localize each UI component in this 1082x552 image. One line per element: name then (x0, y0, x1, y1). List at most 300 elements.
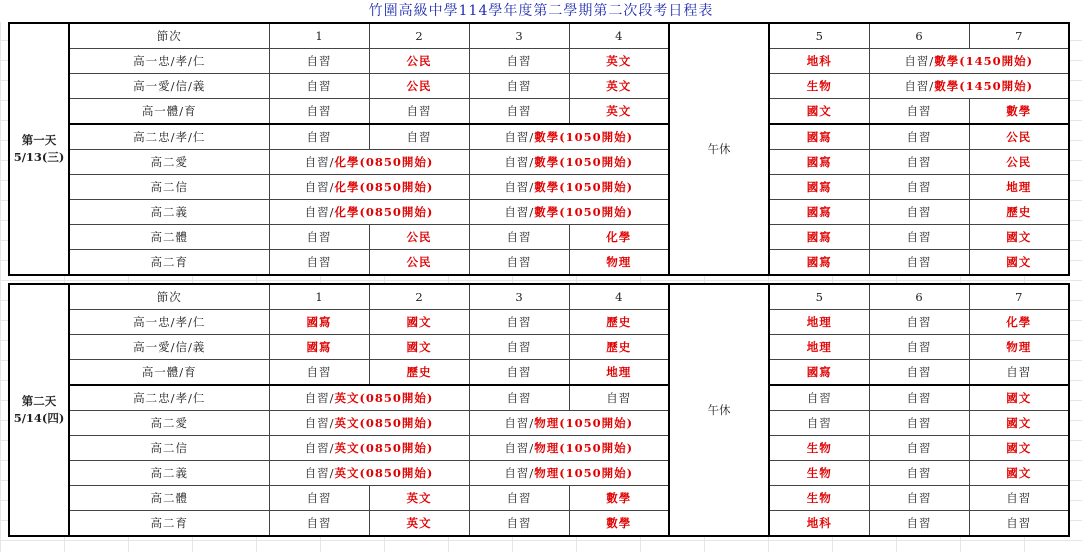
period-number: 6 (869, 23, 969, 49)
schedule-cell (769, 411, 869, 436)
schedule-cell (769, 511, 869, 537)
schedule-cell (469, 74, 569, 99)
schedule-cell (369, 335, 469, 360)
self-study-label: 自習/ (504, 416, 535, 430)
self-study-label: 自習 (506, 491, 532, 505)
schedule-cell (469, 310, 569, 335)
exam-subject: 公民 (406, 255, 432, 269)
schedule-cell (969, 225, 1069, 250)
schedule-cell (869, 360, 969, 386)
schedule-cell (869, 250, 969, 276)
exam-subject: 數學 (606, 516, 632, 530)
self-study-label: 自習/ (904, 54, 935, 68)
schedule-cell (369, 225, 469, 250)
schedule-cell (269, 99, 369, 125)
exam-subject: 地理 (806, 340, 832, 354)
self-study-label: 自習 (906, 340, 932, 354)
schedule-cell (769, 49, 869, 74)
exam-subject: 數學(1050開始) (534, 130, 634, 144)
exam-subject: 歷史 (606, 315, 632, 329)
exam-subject: 物理(1050開始) (534, 441, 634, 455)
schedule-cell (969, 310, 1069, 335)
self-study-label: 自習/ (304, 441, 335, 455)
exam-subject: 生物 (806, 441, 832, 455)
class-name: 高一體/育 (69, 360, 269, 386)
exam-subject: 英文 (606, 104, 632, 118)
self-study-label: 自習 (406, 104, 432, 118)
schedule-cell (469, 461, 669, 486)
schedule-cell (269, 74, 369, 99)
schedule-cell (969, 511, 1069, 537)
exam-subject: 化學(0850開始) (334, 205, 434, 219)
schedule-cell (569, 250, 669, 276)
schedule-cell (469, 335, 569, 360)
schedule-cell (569, 486, 669, 511)
exam-subject: 物理(1050開始) (534, 466, 634, 480)
class-name: 高二愛 (69, 411, 269, 436)
period-number: 1 (269, 284, 369, 310)
schedule-cell (969, 250, 1069, 276)
period-number: 3 (469, 284, 569, 310)
period-number: 5 (769, 23, 869, 49)
schedule-cell (769, 436, 869, 461)
exam-subject: 國文 (1006, 255, 1032, 269)
table-row (9, 461, 1069, 486)
exam-subject: 英文(0850開始) (334, 441, 434, 455)
class-name: 高二忠/孝/仁 (69, 124, 269, 150)
class-name: 高一愛/信/義 (69, 74, 269, 99)
self-study-label: 自習 (306, 516, 332, 530)
schedule-cell (869, 411, 969, 436)
table-row (9, 49, 1069, 74)
exam-subject: 國寫 (306, 315, 332, 329)
schedule-cell (269, 175, 469, 200)
schedule-cell (869, 461, 969, 486)
class-name: 高二育 (69, 250, 269, 276)
period-header-label: 節次 (69, 284, 269, 310)
day-name: 第二天 (21, 394, 57, 408)
exam-subject: 國文 (406, 315, 432, 329)
table-row (9, 335, 1069, 360)
exam-subject: 國文 (1006, 441, 1032, 455)
schedule-cell (269, 360, 369, 386)
class-name: 高二愛 (69, 150, 269, 175)
table-row (9, 200, 1069, 225)
schedule-cell (569, 74, 669, 99)
schedule-cell (969, 150, 1069, 175)
self-study-label: 自習/ (504, 205, 535, 219)
schedule-cell (269, 486, 369, 511)
exam-subject: 物理 (1006, 340, 1032, 354)
exam-subject: 生物 (806, 491, 832, 505)
self-study-label: 自習/ (504, 180, 535, 194)
schedule-cell (969, 335, 1069, 360)
lunch-break: 午休 (669, 284, 769, 536)
table-row (9, 99, 1069, 125)
period-number: 3 (469, 23, 569, 49)
self-study-label: 自習 (906, 391, 932, 405)
exam-subject: 公民 (406, 230, 432, 244)
exam-subject: 地科 (806, 516, 832, 530)
schedule-cell (369, 486, 469, 511)
schedule-cell (769, 200, 869, 225)
schedule-cell (869, 511, 969, 537)
self-study-label: 自習 (806, 416, 832, 430)
exam-subject: 物理(1050開始) (534, 416, 634, 430)
schedule-cell (769, 74, 869, 99)
class-name: 高一體/育 (69, 99, 269, 125)
table-row (9, 250, 1069, 276)
self-study-label: 自習 (306, 79, 332, 93)
exam-subject: 地理 (806, 315, 832, 329)
exam-subject: 公民 (406, 54, 432, 68)
page-title: 竹圍高級中學114學年度第二學期第二次段考日程表 (0, 0, 1082, 22)
exam-subject: 地科 (806, 54, 832, 68)
table-row (9, 124, 1069, 150)
table-row (9, 486, 1069, 511)
schedule-cell (369, 74, 469, 99)
period-number: 2 (369, 284, 469, 310)
self-study-label: 自習 (906, 466, 932, 480)
exam-subject: 英文(0850開始) (334, 416, 434, 430)
exam-subject: 英文(0850開始) (334, 466, 434, 480)
exam-subject: 數學 (1006, 104, 1032, 118)
schedule-cell (269, 411, 469, 436)
schedule-table-day-2 (8, 283, 1070, 537)
period-number: 4 (569, 23, 669, 49)
self-study-label: 自習 (906, 104, 932, 118)
header-row (9, 23, 1069, 49)
exam-subject: 國文 (1006, 466, 1032, 480)
class-name: 高二義 (69, 200, 269, 225)
self-study-label: 自習 (506, 516, 532, 530)
schedule-cell (969, 486, 1069, 511)
schedule-cell (369, 99, 469, 125)
schedule-cell (769, 225, 869, 250)
schedule-cell (269, 200, 469, 225)
self-study-label: 自習/ (504, 441, 535, 455)
period-number: 7 (969, 23, 1069, 49)
exam-subject: 化學 (606, 230, 632, 244)
exam-subject: 英文 (406, 491, 432, 505)
exam-subject: 化學(0850開始) (334, 155, 434, 169)
schedule-cell (469, 225, 569, 250)
schedule-cell (269, 49, 369, 74)
schedule-cell (969, 200, 1069, 225)
self-study-label: 自習 (906, 491, 932, 505)
schedule-cell (369, 511, 469, 537)
schedule-cell (569, 49, 669, 74)
schedule-cell (469, 99, 569, 125)
self-study-label: 自習 (506, 79, 532, 93)
schedule-cell (769, 99, 869, 125)
exam-subject: 數學(1050開始) (534, 155, 634, 169)
exam-subject: 生物 (806, 79, 832, 93)
self-study-label: 自習 (506, 255, 532, 269)
schedule-cell (969, 124, 1069, 150)
self-study-label: 自習 (906, 180, 932, 194)
exam-subject: 英文 (606, 54, 632, 68)
self-study-label: 自習 (506, 104, 532, 118)
schedule-cell (969, 436, 1069, 461)
class-name: 高二體 (69, 225, 269, 250)
schedule-table-day-1 (8, 22, 1070, 276)
exam-subject: 地理 (1006, 180, 1032, 194)
self-study-label: 自習/ (304, 466, 335, 480)
schedule-cell (869, 486, 969, 511)
exam-subject: 物理 (606, 255, 632, 269)
schedule-cell (269, 250, 369, 276)
schedule-cell (869, 436, 969, 461)
schedule-cell (869, 175, 969, 200)
table-row (9, 436, 1069, 461)
self-study-label: 自習 (1006, 516, 1032, 530)
self-study-label: 自習/ (304, 155, 335, 169)
self-study-label: 自習 (506, 340, 532, 354)
schedule-cell (869, 335, 969, 360)
self-study-label: 自習/ (304, 205, 335, 219)
schedule-cell (369, 250, 469, 276)
self-study-label: 自習 (906, 416, 932, 430)
exam-subject: 數學 (606, 491, 632, 505)
class-name: 高一忠/孝/仁 (69, 310, 269, 335)
schedule-cell (869, 49, 1069, 74)
self-study-label: 自習 (906, 255, 932, 269)
header-row (9, 284, 1069, 310)
schedule-cell (769, 486, 869, 511)
lunch-break: 午休 (669, 23, 769, 275)
schedule-cell (469, 175, 669, 200)
schedule-cell (869, 225, 969, 250)
period-number: 1 (269, 23, 369, 49)
class-name: 高二育 (69, 511, 269, 537)
exam-subject: 生物 (806, 466, 832, 480)
self-study-label: 自習/ (504, 466, 535, 480)
schedule-cell (769, 175, 869, 200)
period-number: 4 (569, 284, 669, 310)
schedule-cell (469, 49, 569, 74)
exam-subject: 數學(1050開始) (534, 205, 634, 219)
table-row (9, 150, 1069, 175)
schedule-cell (369, 124, 469, 150)
period-number: 5 (769, 284, 869, 310)
exam-subject: 國寫 (806, 130, 832, 144)
exam-subject: 數學(1450開始) (934, 54, 1034, 68)
schedule-cell (569, 385, 669, 411)
exam-subject: 公民 (406, 79, 432, 93)
class-name: 高二信 (69, 436, 269, 461)
exam-subject: 公民 (1006, 155, 1032, 169)
exam-subject: 英文 (606, 79, 632, 93)
self-study-label: 自習 (306, 130, 332, 144)
day-name: 第一天 (21, 133, 57, 147)
exam-subject: 英文(0850開始) (334, 391, 434, 405)
schedule-cell (969, 461, 1069, 486)
self-study-label: 自習 (506, 54, 532, 68)
self-study-label: 自習 (306, 491, 332, 505)
exam-subject: 國文 (1006, 391, 1032, 405)
schedule-cell (469, 385, 569, 411)
exam-subject: 國寫 (806, 180, 832, 194)
schedule-cell (769, 335, 869, 360)
schedule-cell (469, 360, 569, 386)
self-study-label: 自習 (906, 230, 932, 244)
schedule-cell (469, 250, 569, 276)
self-study-label: 自習 (506, 365, 532, 379)
self-study-label: 自習 (406, 130, 432, 144)
self-study-label: 自習/ (504, 155, 535, 169)
self-study-label: 自習/ (304, 180, 335, 194)
period-number: 2 (369, 23, 469, 49)
exam-subject: 國寫 (806, 205, 832, 219)
schedule-cell (869, 74, 1069, 99)
schedule-cell (969, 99, 1069, 125)
exam-subject: 英文 (406, 516, 432, 530)
self-study-label: 自習 (906, 155, 932, 169)
schedule-cell (469, 436, 669, 461)
table-row (9, 310, 1069, 335)
schedule-cell (769, 461, 869, 486)
class-name: 高二體 (69, 486, 269, 511)
self-study-label: 自習/ (904, 79, 935, 93)
schedule-cell (869, 200, 969, 225)
schedule-cell (869, 310, 969, 335)
schedule-cell (569, 225, 669, 250)
self-study-label: 自習 (1006, 491, 1032, 505)
self-study-label: 自習 (906, 315, 932, 329)
self-study-label: 自習 (306, 365, 332, 379)
exam-subject: 歷史 (606, 340, 632, 354)
schedule-cell (469, 486, 569, 511)
schedule-cell (469, 411, 669, 436)
schedule-cell (969, 385, 1069, 411)
class-name: 高一愛/信/義 (69, 335, 269, 360)
self-study-label: 自習/ (304, 391, 335, 405)
schedule-cell (469, 200, 669, 225)
schedule-cell (569, 360, 669, 386)
schedule-cell (769, 385, 869, 411)
self-study-label: 自習 (606, 391, 632, 405)
exam-subject: 國文 (1006, 416, 1032, 430)
day-date: 5/13(三) (13, 150, 65, 164)
exam-subject: 國文 (806, 104, 832, 118)
schedule-cell (469, 150, 669, 175)
schedule-cell (269, 511, 369, 537)
schedule-cell (269, 124, 369, 150)
schedule-cell (369, 360, 469, 386)
self-study-label: 自習 (306, 230, 332, 244)
self-study-label: 自習 (306, 255, 332, 269)
table-row (9, 385, 1069, 411)
self-study-label: 自習/ (304, 416, 335, 430)
schedule-cell (269, 385, 469, 411)
schedule-cell (269, 461, 469, 486)
self-study-label: 自習 (1006, 365, 1032, 379)
schedule-cell (569, 310, 669, 335)
self-study-label: 自習 (906, 516, 932, 530)
class-name: 高二忠/孝/仁 (69, 385, 269, 411)
exam-subject: 公民 (1006, 130, 1032, 144)
exam-subject: 數學(1050開始) (534, 180, 634, 194)
self-study-label: 自習/ (504, 130, 535, 144)
self-study-label: 自習 (906, 365, 932, 379)
schedule-cell (869, 385, 969, 411)
schedule-cell (769, 150, 869, 175)
schedule-cell (969, 175, 1069, 200)
schedule-cell (869, 99, 969, 125)
schedule-cell (369, 49, 469, 74)
schedule-cell (269, 310, 369, 335)
period-number: 7 (969, 284, 1069, 310)
schedule-cell (269, 335, 369, 360)
self-study-label: 自習 (806, 391, 832, 405)
table-row (9, 360, 1069, 386)
schedule-cell (569, 335, 669, 360)
schedule-cell (569, 99, 669, 125)
day-date: 5/14(四) (13, 411, 65, 425)
table-row (9, 511, 1069, 537)
exam-subject: 國文 (1006, 230, 1032, 244)
period-header-label: 節次 (69, 23, 269, 49)
schedule-cell (369, 310, 469, 335)
table-row (9, 74, 1069, 99)
schedule-cell (769, 360, 869, 386)
schedule-cell (269, 225, 369, 250)
self-study-label: 自習 (506, 391, 532, 405)
exam-subject: 國文 (406, 340, 432, 354)
class-name: 高二信 (69, 175, 269, 200)
schedule-cell (769, 250, 869, 276)
self-study-label: 自習 (906, 130, 932, 144)
day-label (9, 284, 69, 536)
exam-subject: 國寫 (806, 255, 832, 269)
class-name: 高二義 (69, 461, 269, 486)
self-study-label: 自習 (506, 230, 532, 244)
self-study-label: 自習 (506, 315, 532, 329)
table-row (9, 225, 1069, 250)
schedule-cell (969, 411, 1069, 436)
period-number: 6 (869, 284, 969, 310)
self-study-label: 自習 (906, 441, 932, 455)
self-study-label: 自習 (306, 54, 332, 68)
schedule-cell (469, 124, 669, 150)
schedule-cell (769, 124, 869, 150)
schedule-cell (269, 436, 469, 461)
self-study-label: 自習 (306, 104, 332, 118)
schedule-cell (869, 124, 969, 150)
exam-subject: 歷史 (406, 365, 432, 379)
exam-subject: 化學 (1006, 315, 1032, 329)
schedule-cell (869, 150, 969, 175)
schedule-cell (969, 360, 1069, 386)
schedule-cell (269, 150, 469, 175)
schedule-cell (469, 511, 569, 537)
table-row (9, 411, 1069, 436)
exam-subject: 國寫 (806, 365, 832, 379)
table-row (9, 175, 1069, 200)
class-name: 高一忠/孝/仁 (69, 49, 269, 74)
self-study-label: 自習 (906, 205, 932, 219)
exam-subject: 化學(0850開始) (334, 180, 434, 194)
exam-subject: 國寫 (806, 155, 832, 169)
day-label (9, 23, 69, 275)
schedule-cell (769, 310, 869, 335)
exam-subject: 地理 (606, 365, 632, 379)
schedule-cell (569, 511, 669, 537)
exam-subject: 歷史 (1006, 205, 1032, 219)
exam-subject: 數學(1450開始) (934, 79, 1034, 93)
exam-subject: 國寫 (806, 230, 832, 244)
